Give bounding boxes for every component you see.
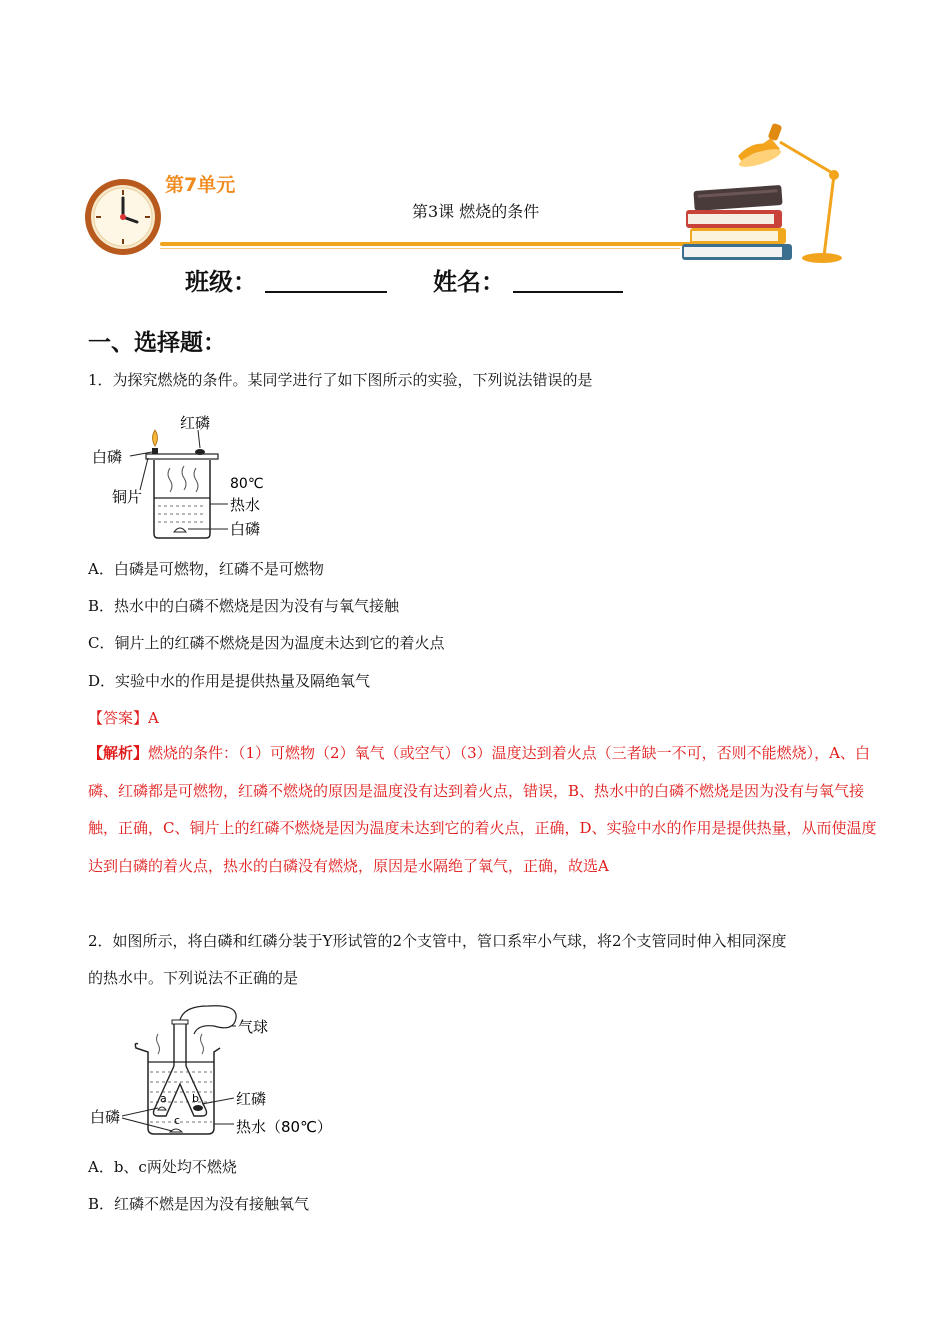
- q1-figure-label-white-p-bottom: 白磷: [230, 520, 261, 538]
- q2-figure-label-hot-water: 热水（80℃）: [236, 1118, 332, 1136]
- q1-option-c: C．铜片上的红磷不燃烧是因为温度未达到它的着火点: [88, 634, 445, 652]
- banner-line-thin: [160, 248, 680, 249]
- q1-analysis-label: 【解析】: [88, 744, 149, 762]
- q2-figure-letter-b: b: [192, 1092, 199, 1105]
- clock-icon: [82, 176, 164, 258]
- q1-option-a: A．白磷是可燃物，红磷不是可燃物: [88, 560, 324, 578]
- q2-option-b: B．红磷不燃是因为没有接触氧气: [88, 1195, 310, 1213]
- q2-figure: [88, 1004, 348, 1144]
- class-blank: [265, 291, 387, 293]
- q1-answer: 【答案】A: [88, 709, 159, 727]
- q2-stem-line2: 的热水中。下列说法不正确的是: [88, 969, 299, 987]
- q2-stem-line1: 2．如图所示，将白磷和红磷分装于Y形试管的2个支管中，管口系牢小气球，将2个支管同时伸入相同深度: [88, 932, 787, 950]
- q2-figure-label-white-p: 白磷: [90, 1108, 121, 1126]
- q1-analysis: [88, 735, 878, 885]
- q2-figure-letter-c: c: [174, 1114, 181, 1127]
- q2-figure-letter-a: a: [160, 1092, 167, 1105]
- banner-line: [160, 242, 695, 246]
- unit-title: 第7单元: [165, 174, 236, 196]
- lesson-title: 第3课 燃烧的条件: [412, 202, 540, 221]
- books-lamp-illustration: [676, 118, 851, 266]
- q1-option-d: D．实验中水的作用是提供热量及隔绝氧气: [88, 672, 371, 690]
- q2-figure-label-red-p: 红磷: [236, 1090, 267, 1108]
- class-label: 班级：: [185, 268, 257, 296]
- section-title: 一、选择题：: [88, 330, 226, 356]
- q1-figure-label-red-p: 红磷: [180, 414, 211, 432]
- q1-stem: 1．为探究燃烧的条件。某同学进行了如下图所示的实验，下列说法错误的是: [88, 371, 593, 389]
- q1-figure: [88, 408, 288, 548]
- q1-analysis-text: 燃烧的条件：（1）可燃物（2）氧气（或空气）（3）温度达到着火点（三者缺一不可，否则不能燃烧），A、白磷、红磷都是可燃物，红磷不燃烧的原因是温度没有达到着火点，错误，B、热水中的白磷不燃烧是因为没有与氧气接触，正确，C、铜片上的红磷不燃烧是因为温度未达到它的着火点，正确，D、实验中水的作用是提供热量，从而使温度达到白磷的着火点，热水的白磷没有燃烧，原因是水隔绝了氧气，正确，故选A: [88, 744, 877, 875]
- q2-option-a: A．b、c两处均不燃烧: [88, 1158, 237, 1176]
- name-label: 姓名：: [433, 268, 505, 296]
- q2-figure-label-balloon: 气球: [238, 1018, 269, 1036]
- q1-figure-label-hot-water: 热水: [230, 496, 261, 514]
- q1-figure-label-copper: 铜片: [112, 488, 143, 506]
- q1-figure-label-temp: 80℃: [230, 476, 264, 492]
- name-blank: [513, 291, 623, 293]
- q1-figure-label-white-p-top: 白磷: [92, 448, 123, 466]
- q1-option-b: B．热水中的白磷不燃烧是因为没有与氧气接触: [88, 597, 400, 615]
